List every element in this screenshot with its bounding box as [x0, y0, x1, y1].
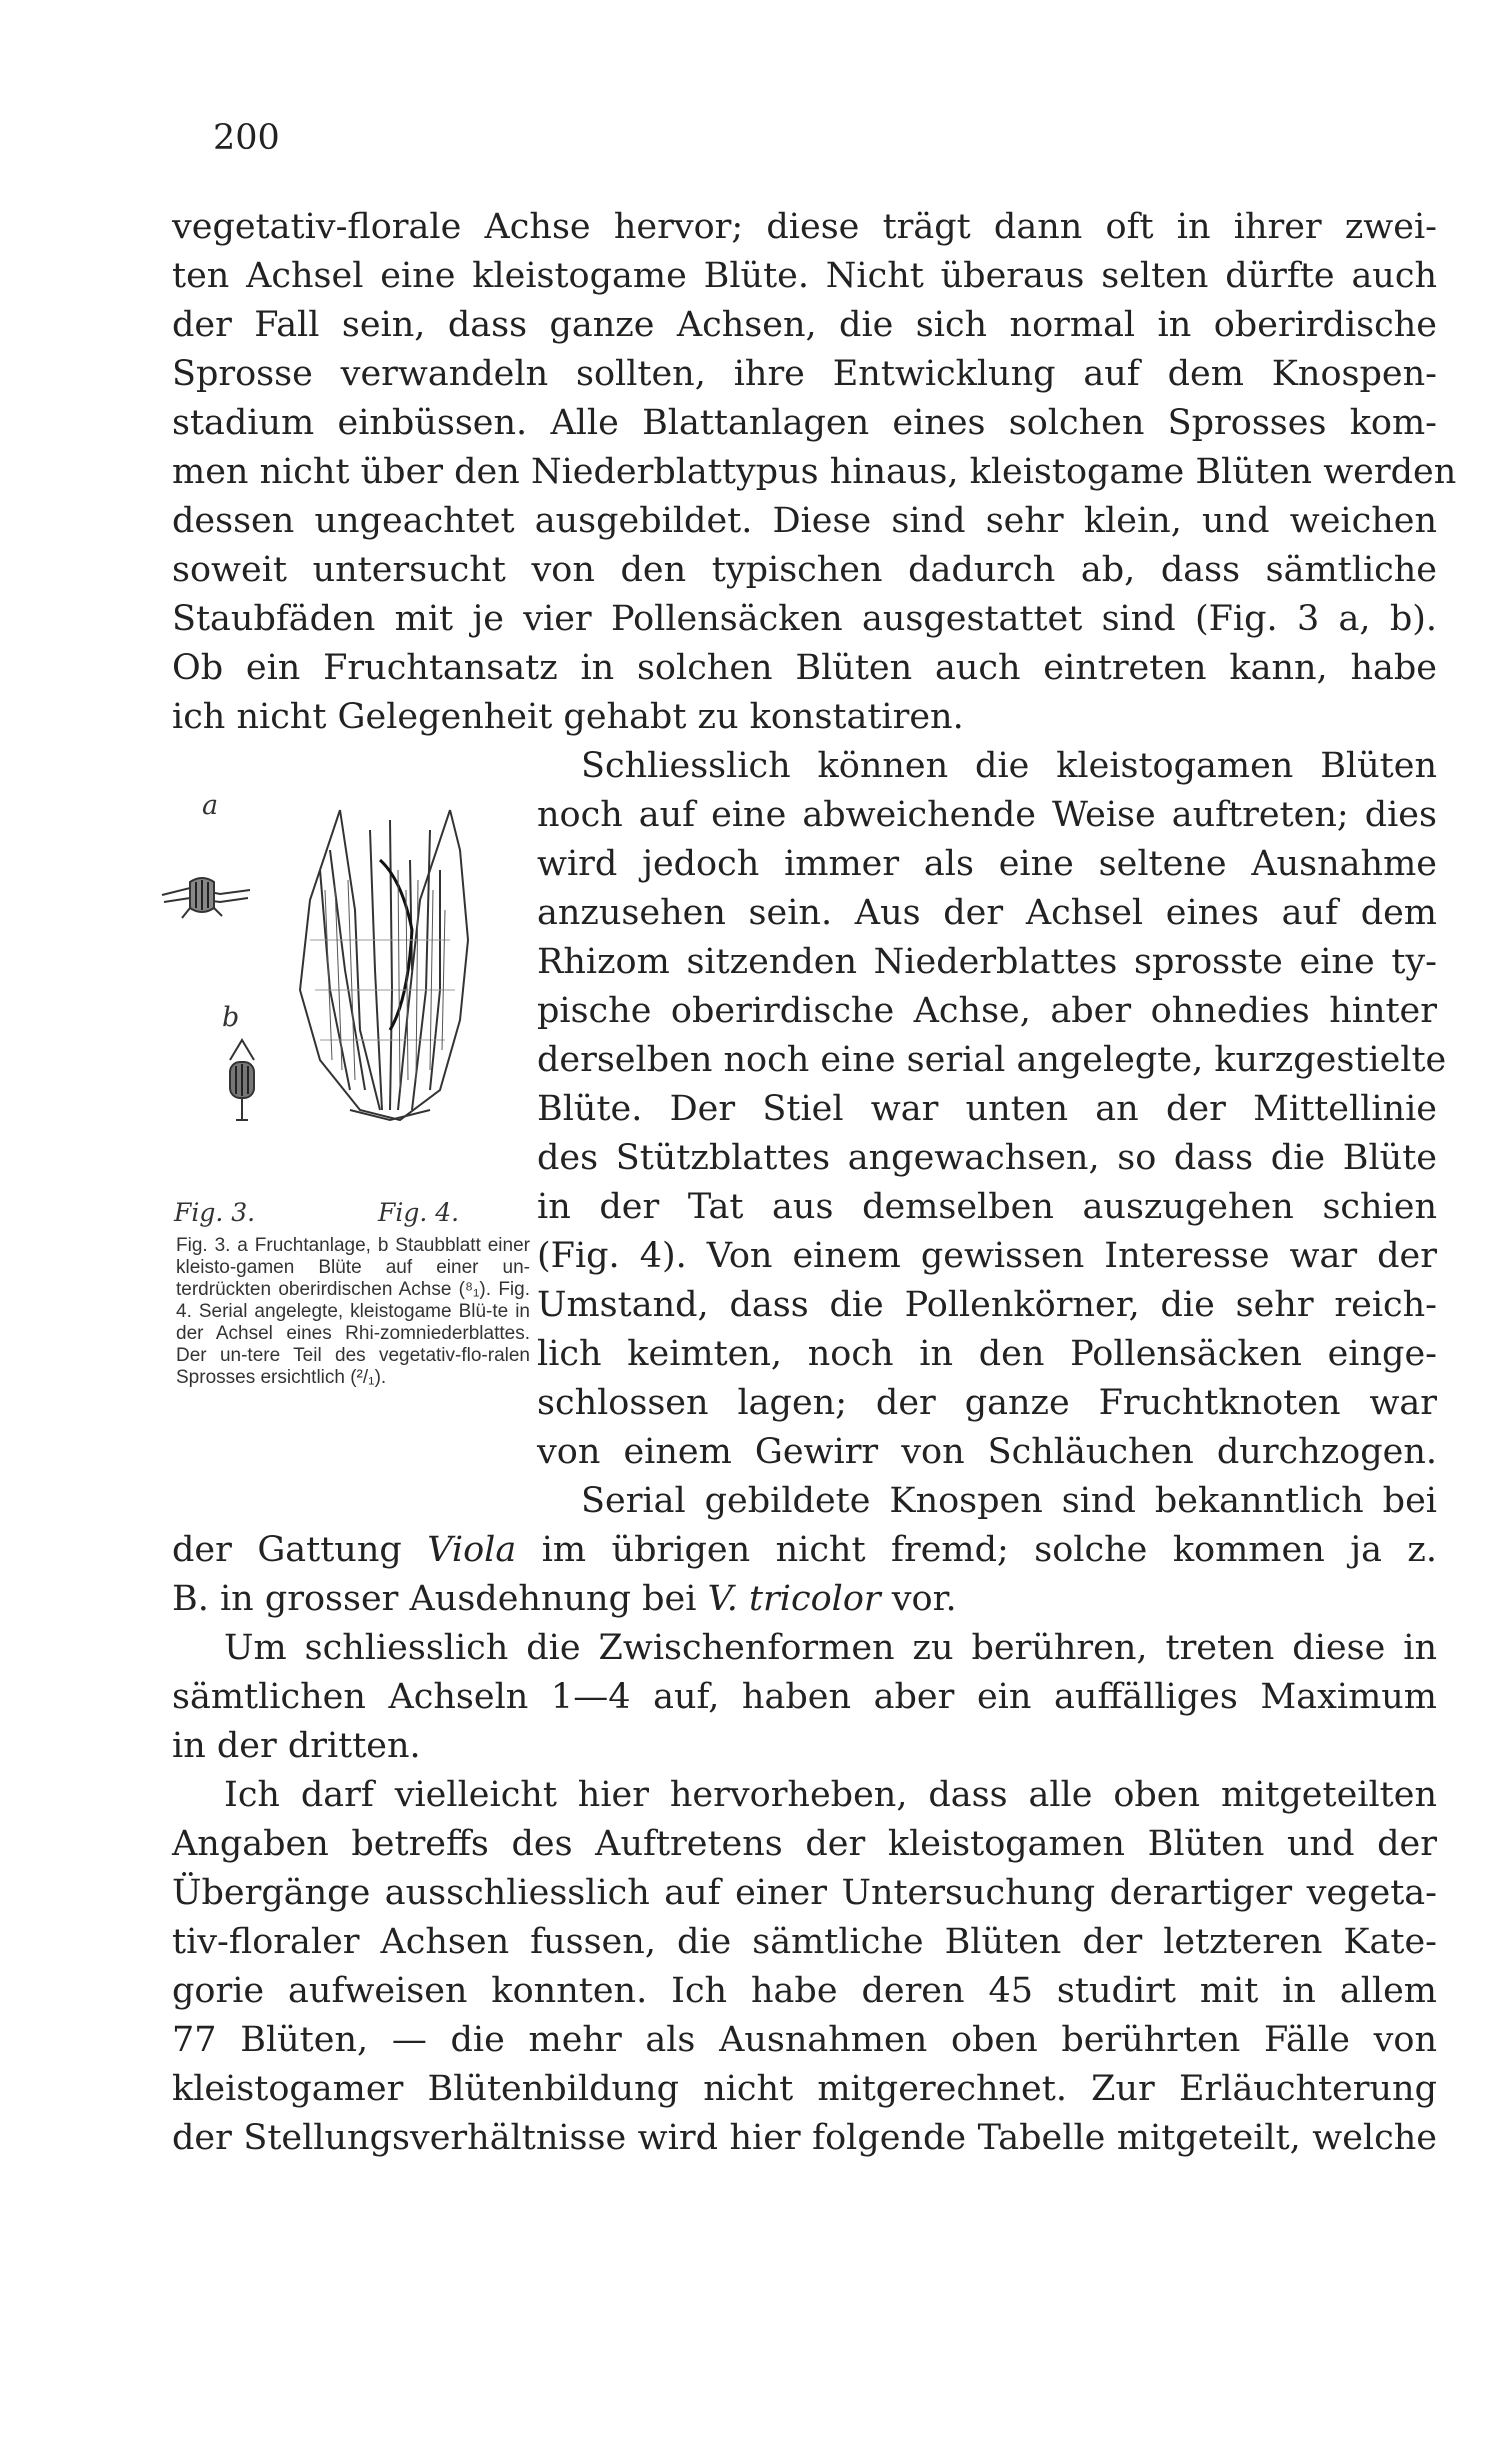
figure-3-label: Fig. 3. — [174, 1198, 256, 1227]
text-line: Blüte. Der Stiel war unten an der Mittellinie — [537, 1089, 1437, 1129]
figure-letter-b: b — [222, 1002, 240, 1033]
species-name: V. tricolor — [707, 1579, 881, 1619]
text-line: kleistogamer Blütenbildung nicht mitgerechnet. Zur Erläuchterung — [172, 2069, 1437, 2109]
text-line: noch auf eine abweichende Weise auftreten; dies — [537, 795, 1437, 835]
text-line: ten Achsel eine kleistogame Blüte. Nicht überaus selten dürfte auch — [172, 256, 1437, 296]
text-line: der Fall sein, dass ganze Achsen, die sich normal in oberirdische — [172, 305, 1437, 345]
ovary-drawing — [162, 878, 250, 918]
text-line: dessen ungeachtet ausgebildet. Diese sind sehr klein, und weichen — [172, 501, 1437, 541]
text-line: in der Tat aus demselben auszugehen schien — [537, 1187, 1437, 1227]
text-line: Schliesslich können die kleistogamen Blüten — [581, 746, 1437, 786]
figure-caption: Fig. 3. a Fruchtanlage, b Staubblatt einer kleisto-gamen Blüte auf einer un-terdrückten oberirdischen Achse (⁸₁). Fig. 4. Serial angelegte, kleistogame Blü-te in der Achsel eines Rhi-zomniederblattes. Der un-tere Teil des vegetativ-flo-ralen Sprosses ersichtlich (²/₁). — [176, 1235, 530, 1388]
text-line: lich keimten, noch in den Pollensäcken einge- — [537, 1334, 1437, 1374]
text-line: Sprosse verwandeln sollten, ihre Entwicklung auf dem Knospen- — [172, 354, 1437, 394]
text-line: wird jedoch immer als eine seltene Ausnahme — [537, 844, 1437, 884]
text-line: men nicht über den Niederblattypus hinaus, kleistogame Blüten werden — [172, 452, 1457, 492]
text-line: Angaben betreffs des Auftretens der kleistogamen Blüten und der — [172, 1824, 1437, 1864]
genus-name: Viola — [427, 1530, 517, 1570]
text-line: des Stützblattes angewachsen, so dass die Blüte — [537, 1138, 1437, 1178]
text-line: von einem Gewirr von Schläuchen durchzogen. — [537, 1432, 1437, 1472]
text-line: sämtlichen Achseln 1—4 auf, haben aber ein auffälliges Maximum — [172, 1677, 1437, 1717]
text-line: schlossen lagen; der ganze Fruchtknoten war — [537, 1383, 1437, 1423]
text-line: Staubfäden mit je vier Pollensäcken ausgestattet sind (Fig. 3 a, b). — [172, 599, 1437, 639]
text-line: Um schliesslich die Zwischenformen zu berühren, treten diese in — [224, 1628, 1437, 1668]
text-line: soweit untersucht von den typischen dadurch ab, dass sämtliche — [172, 550, 1437, 590]
text-line: tiv-floraler Achsen fussen, die sämtliche Blüten der letzteren Kate- — [172, 1922, 1437, 1962]
text-line: Ich darf vielleicht hier hervorheben, dass alle oben mitgeteilten — [224, 1775, 1437, 1815]
text-line: in der dritten. — [172, 1726, 421, 1766]
text-line: der Stellungsverhältnisse wird hier folgende Tabelle mitgeteilt, welche — [172, 2118, 1437, 2158]
text-line: derselben noch eine serial angelegte, kurzgestielte — [537, 1040, 1447, 1080]
text-line: gorie aufweisen konnten. Ich habe deren 45 studirt mit in allem — [172, 1971, 1437, 2011]
stamen-drawing — [230, 1040, 254, 1120]
text-line: B. in grosser Ausdehnung bei V. tricolor vor. — [172, 1579, 957, 1619]
text-line: pische oberirdische Achse, aber ohnedies hinter — [537, 991, 1437, 1031]
figure-letter-a: a — [202, 790, 219, 821]
text-line: 77 Blüten, — die mehr als Ausnahmen oben berührten Fälle von — [172, 2020, 1437, 2060]
text-line: anzusehen sein. Aus der Achsel eines auf dem — [537, 893, 1437, 933]
text-line: Rhizom sitzenden Niederblattes sprosste eine ty- — [537, 942, 1437, 982]
page-number: 200 — [213, 118, 280, 158]
text-line: ich nicht Gelegenheit gehabt zu konstatiren. — [172, 697, 964, 737]
text-line: stadium einbüssen. Alle Blattanlagen eines solchen Sprosses kom- — [172, 403, 1437, 443]
axis-with-leaf-drawing — [300, 810, 468, 1120]
text-line: Übergänge ausschliesslich auf einer Untersuchung derartiger vegeta- — [172, 1873, 1437, 1913]
botanical-illustration — [150, 790, 510, 1190]
figure-3-4 — [150, 790, 510, 1227]
text-line: (Fig. 4). Von einem gewissen Interesse war der — [537, 1236, 1437, 1276]
text-line: Umstand, dass die Pollenkörner, die sehr reich- — [537, 1285, 1437, 1325]
text-line: Serial gebildete Knospen sind bekanntlich bei — [581, 1481, 1437, 1521]
text-line: der Gattung Viola im übrigen nicht fremd; solche kommen ja z. — [172, 1530, 1437, 1570]
text-line: vegetativ-florale Achse hervor; diese trägt dann oft in ihrer zwei- — [172, 207, 1437, 247]
text-line: Ob ein Fruchtansatz in solchen Blüten auch eintreten kann, habe — [172, 648, 1437, 688]
figure-4-label: Fig. 4. — [378, 1198, 460, 1227]
